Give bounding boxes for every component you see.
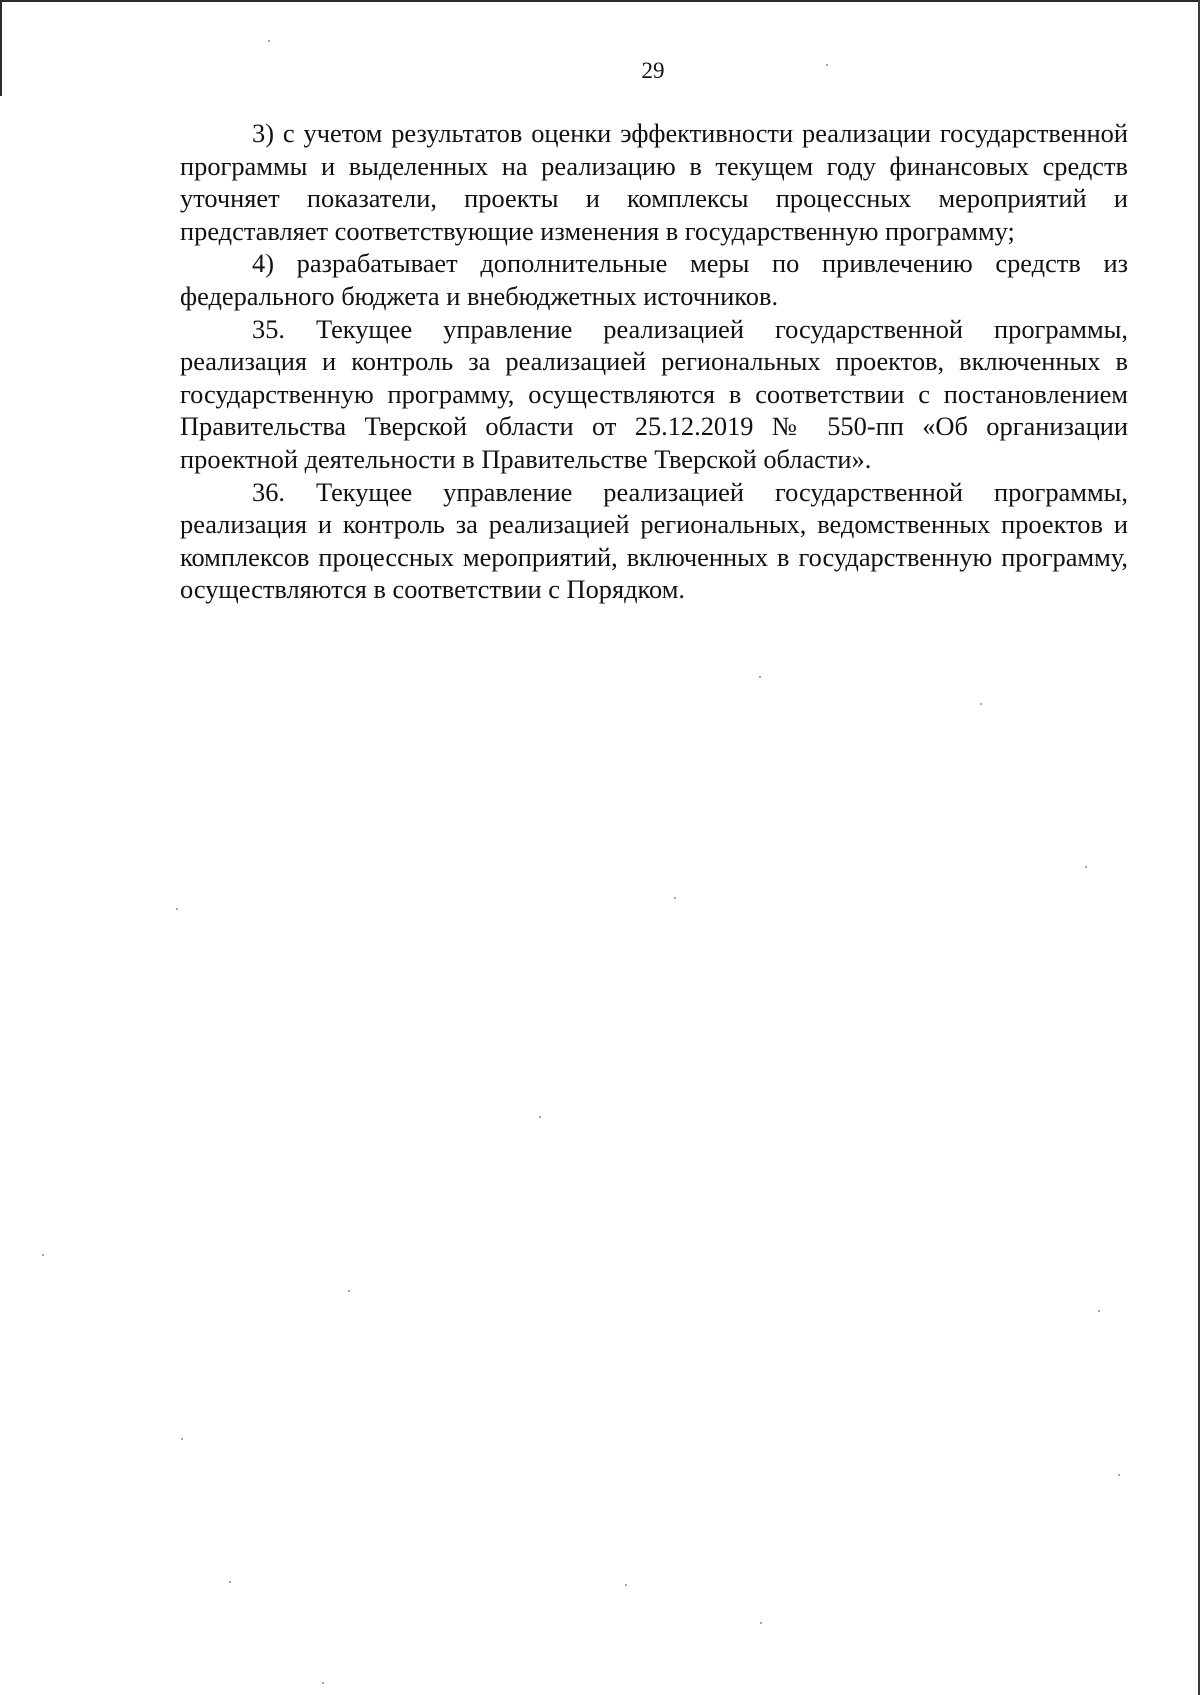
page-number: 29 [641, 58, 665, 83]
scan-speck [539, 1116, 541, 1118]
scan-speck [42, 1254, 44, 1256]
scan-speck [229, 1581, 231, 1583]
paragraph-item-4: 4) разрабатывает дополнительные меры по привлечению средств из федерального бюджета и внебюджетных источников. [180, 248, 1128, 311]
scan-speck [760, 1622, 762, 1624]
scan-edge-top [0, 0, 1200, 2]
paragraph-item-3: 3) с учетом результатов оценки эффективности реализации государственной программы и выделенных на реализацию в текущем году финансовых средств уточняет показатели, проекты и комплексы процессных мероприятий и представляет соответствующие изменения в государственную программу; [180, 118, 1128, 246]
scan-speck [348, 1290, 350, 1292]
scan-speck [625, 1584, 627, 1586]
paragraph-35: 35. Текущее управление реализацией государственной программы, реализация и контроль за реализацией региональных проектов, включенных в государственную программу, осуществляются в соответствии с постановлением Правительства Тверской области от 25.12.2019 № 550-пп «Об организации проектной деятельности в Правительстве Тверской области». [180, 313, 1128, 474]
scan-speck [268, 40, 270, 42]
paragraph-36: 36. Текущее управление реализацией государственной программы, реализация и контроль за реализацией региональных, ведомственных проектов и комплексов процессных мероприятий, включенных в государственную программу, осуществляются в соответствии с Порядком. [180, 476, 1128, 605]
scan-speck [1098, 1310, 1100, 1312]
scan-speck [980, 703, 982, 705]
document-body [180, 117, 1128, 606]
scan-speck [322, 1682, 324, 1684]
scan-speck [759, 676, 761, 678]
scan-speck [1118, 1474, 1120, 1476]
scan-speck [826, 64, 828, 66]
scan-speck [1085, 866, 1087, 868]
scan-speck [176, 908, 178, 910]
scan-speck [674, 897, 676, 899]
scan-speck [181, 1438, 183, 1440]
